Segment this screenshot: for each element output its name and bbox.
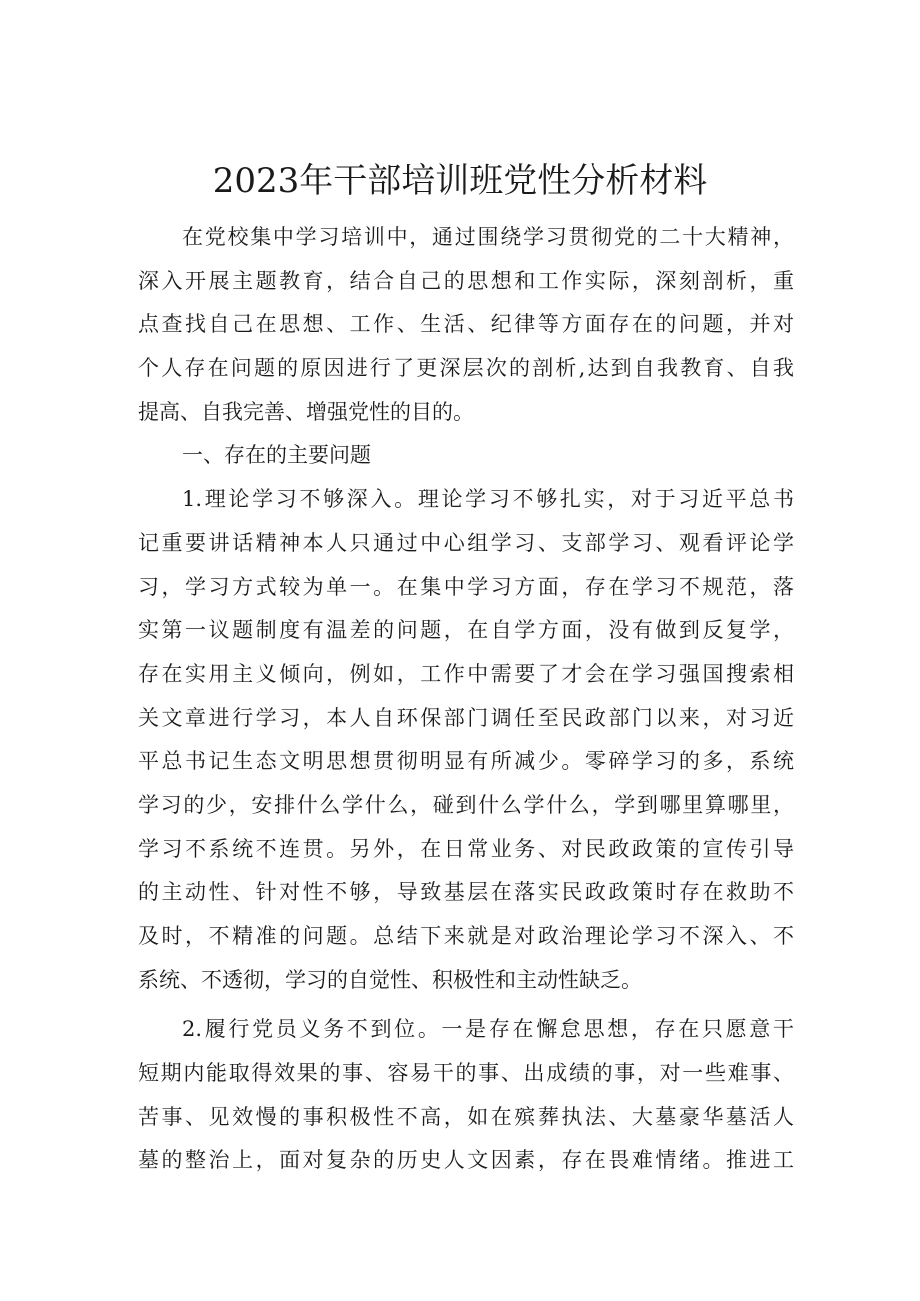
paragraph-line: 个人存在问题的原因进行了更深层次的剖析,达到自我教育、自我 bbox=[138, 356, 794, 381]
document-body bbox=[138, 216, 794, 1183]
paragraph-line: 习，学习方式较为单一。在集中学习方面，存在学习不规范，落 bbox=[138, 574, 794, 599]
paragraph-line: 2.履行党员义务不到位。一是存在懈怠思想，存在只愿意干 bbox=[182, 1017, 794, 1042]
paragraph-line: 实第一议题制度有温差的问题，在自学方面，没有做到反复学， bbox=[138, 618, 794, 643]
paragraph-line: 系统、不透彻，学习的自觉性、积极性和主动性缺乏。 bbox=[138, 967, 642, 992]
paragraph-line: 学习的少，安排什么学什么，碰到什么学什么，学到哪里算哪里， bbox=[138, 792, 794, 817]
paragraph-line: 关文章进行学习，本人自环保部门调任至民政部门以来，对习近 bbox=[138, 705, 794, 730]
paragraph-line: 学习不系统不连贯。另外，在日常业务、对民政政策的宣传引导 bbox=[138, 836, 794, 861]
paragraph-line: 提高、自我完善、增强党性的目的。 bbox=[138, 399, 474, 424]
paragraph-line: 及时，不精准的问题。总结下来就是对政治理论学习不深入、不 bbox=[138, 924, 794, 948]
paragraph-line: 的主动性、针对性不够，导致基层在落实民政政策时存在救助不 bbox=[138, 880, 794, 905]
paragraph-line: 1.理论学习不够深入。理论学习不够扎实，对于习近平总书 bbox=[182, 487, 794, 512]
paragraph-line: 墓的整治上，面对复杂的历史人文因素，存在畏难情绪。推进工 bbox=[138, 1148, 794, 1173]
paragraph-line: 存在实用主义倾向，例如，工作中需要了才会在学习强国搜索相 bbox=[138, 661, 794, 686]
paragraph-line: 苦事、见效慢的事积极性不高，如在殡葬执法、大墓豪华墓活人 bbox=[138, 1104, 794, 1129]
paragraph-line: 深入开展主题教育，结合自己的思想和工作实际，深刻剖析，重 bbox=[138, 268, 794, 293]
paragraph-line: 在党校集中学习培训中，通过围绕学习贯彻党的二十大精神， bbox=[182, 225, 794, 249]
paragraph-line: 记重要讲话精神本人只通过中心组学习、支部学习、观看评论学 bbox=[138, 530, 794, 555]
paragraph-line: 平总书记生态文明思想贯彻明显有所减少。零碎学习的多，系统 bbox=[138, 749, 794, 774]
paragraph-line: 点查找自己在思想、工作、生活、纪律等方面存在的问题，并对 bbox=[138, 312, 794, 337]
section-heading: 一、存在的主要问题 bbox=[182, 443, 371, 468]
paragraph-line: 短期内能取得效果的事、容易干的事、出成绩的事，对一些难事、 bbox=[138, 1061, 794, 1086]
document-title: 2023年干部培训班党性分析材料 bbox=[212, 161, 708, 201]
